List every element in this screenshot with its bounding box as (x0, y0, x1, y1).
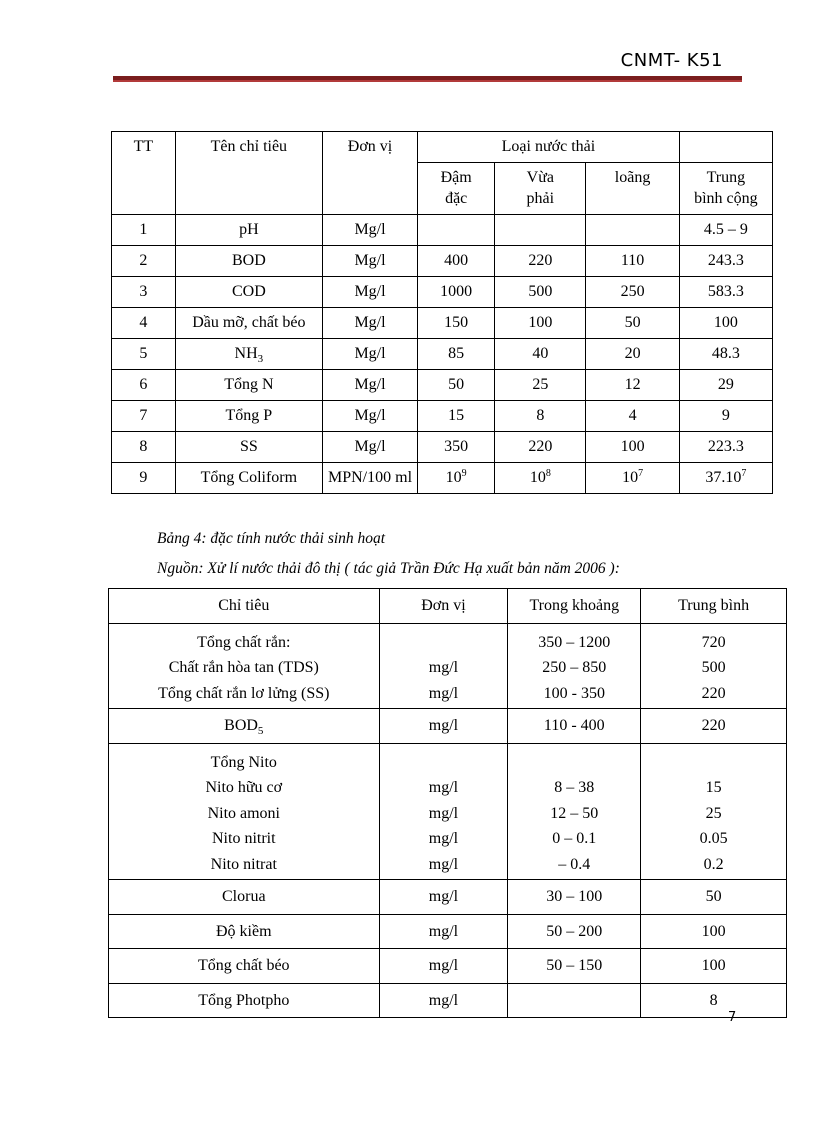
header-line: Đậm (440, 169, 472, 186)
table-row (112, 277, 773, 308)
cell-value: 10 (529, 469, 546, 486)
cell-unit (379, 743, 508, 880)
cell-range (508, 743, 641, 880)
cell-value: 37.10 (705, 469, 742, 486)
cell-name-text: BOD (231, 252, 266, 269)
cell-name-text: Tổng Coliform (200, 469, 298, 486)
table-row (112, 308, 773, 339)
cell-line: mg/l (428, 779, 459, 796)
cell-line: 0 – 0.1 (552, 830, 597, 847)
cell-unit (379, 709, 508, 744)
cell-exponent: 7 (638, 468, 644, 479)
table-row (109, 914, 787, 949)
cell-tt: 9 (112, 463, 176, 494)
cell-name (109, 983, 380, 1018)
cell-exponent: 8 (545, 468, 551, 479)
table-row (112, 339, 773, 370)
cell-unit: Mg/l (322, 308, 417, 339)
cell-c (586, 277, 679, 308)
cell-line (383, 630, 505, 656)
cell-tt: 1 (112, 215, 176, 246)
cell-line: 720 (701, 633, 726, 651)
cell-line: 50 – 150 (546, 957, 603, 974)
table-row (112, 401, 773, 432)
cell-line: 0.2 (703, 855, 724, 873)
cell-avg (679, 463, 772, 494)
cell-line: mg/l (428, 855, 459, 873)
cell-value: 85 (448, 345, 465, 362)
cell-name (175, 463, 322, 494)
cell-line: mg/l (428, 922, 459, 940)
cell-a (418, 246, 495, 277)
cell-line: Tổng chất rắn lơ lửng (SS) (158, 684, 330, 702)
cell-value: 50 (448, 376, 465, 393)
cell-name (175, 246, 322, 277)
cell-line: mg/l (428, 659, 459, 676)
cell-value: 50 (624, 314, 641, 331)
cell-b (495, 339, 586, 370)
cell-value: 29 (717, 376, 734, 393)
cell-name (175, 370, 322, 401)
cell-value: 40 (532, 345, 549, 362)
cell-name-text: BOD (224, 717, 258, 734)
cell-name-text: pH (239, 221, 259, 238)
cell-avg (641, 949, 787, 984)
cell-avg (641, 709, 787, 744)
cell-value: 223.3 (707, 438, 744, 455)
table1-header-row (112, 132, 773, 163)
table1-header-blank (679, 132, 772, 163)
cell-range (508, 949, 641, 984)
table-row (112, 215, 773, 246)
table2-header-avg: Trung bình (641, 589, 787, 624)
cell-exponent: 7 (741, 468, 747, 479)
cell-line: 50 – 200 (546, 922, 603, 940)
urban-wastewater-table (108, 588, 787, 1018)
table2-header-range: Trong khoảng (508, 589, 641, 624)
cell-line: Nito amoni (207, 804, 280, 822)
cell-value: 220 (528, 438, 553, 455)
cell-line: mg/l (428, 684, 459, 702)
table-row (109, 709, 787, 744)
cell-tt: 3 (112, 277, 176, 308)
cell-name (175, 339, 322, 370)
cell-line: 12 – 50 (550, 804, 599, 822)
cell-value: 250 (620, 283, 645, 300)
cell-line: mg/l (428, 991, 459, 1009)
cell-name-text: Dầu mỡ, chất béo (192, 314, 306, 331)
cell-avg (679, 308, 772, 339)
cell-avg (679, 370, 772, 401)
cell-avg (679, 246, 772, 277)
cell-c (586, 339, 679, 370)
cell-value: 583.3 (707, 283, 744, 300)
table-row (109, 949, 787, 984)
cell-b (495, 246, 586, 277)
cell-value: 25 (532, 376, 549, 393)
header-title: CNMT- K51 (620, 50, 723, 71)
cell-line: mg/l (428, 717, 459, 734)
cell-a (418, 308, 495, 339)
cell-a (418, 463, 495, 494)
table-row (109, 623, 787, 709)
cell-value: 100 (528, 314, 553, 331)
cell-a (418, 370, 495, 401)
cell-line: 30 – 100 (546, 888, 603, 905)
wastewater-characteristics-table (111, 131, 773, 494)
cell-line: 250 – 850 (542, 659, 607, 676)
source-caption: Nguồn: Xử lí nước thải đô thị ( tác giả Trần Đức Hạ xuất bản năm 2006 ): (157, 560, 620, 577)
cell-b (495, 432, 586, 463)
cell-unit: Mg/l (322, 215, 417, 246)
cell-name (109, 709, 380, 744)
cell-range (508, 983, 641, 1018)
table-row (109, 880, 787, 915)
cell-name (109, 743, 380, 880)
cell-line (644, 750, 783, 776)
cell-line: 350 – 1200 (538, 633, 611, 651)
cell-avg (641, 623, 787, 709)
cell-value: 350 (444, 438, 469, 455)
cell-name-text: Tổng N (224, 376, 274, 393)
table-row (112, 246, 773, 277)
header-line: phải (526, 190, 555, 207)
cell-line: Nito hữu cơ (205, 779, 283, 796)
table1-header-loang: loãng (586, 163, 679, 215)
cell-unit (379, 880, 508, 915)
cell-c (586, 432, 679, 463)
cell-range (508, 880, 641, 915)
cell-range (508, 709, 641, 744)
cell-line: 110 - 400 (543, 717, 605, 734)
cell-unit (379, 949, 508, 984)
table1-header-name: Tên chỉ tiêu (175, 132, 322, 215)
cell-line: 220 (701, 684, 726, 702)
cell-a (418, 277, 495, 308)
cell-c (586, 463, 679, 494)
cell-c (586, 370, 679, 401)
cell-tt: 4 (112, 308, 176, 339)
cell-range (508, 914, 641, 949)
cell-value: 12 (624, 376, 641, 393)
header-line: đặc (445, 190, 468, 207)
table1-header-trung-binh (679, 163, 772, 215)
cell-line: mg/l (428, 888, 459, 905)
cell-line: 15 (705, 779, 722, 796)
cell-line: 8 – 38 (554, 779, 595, 796)
cell-line: 100 (701, 957, 726, 974)
cell-c (586, 308, 679, 339)
cell-line: Nito nitrit (212, 830, 276, 847)
cell-value: 20 (624, 345, 641, 362)
cell-value: 220 (528, 252, 553, 269)
cell-name-subscript: 3 (257, 353, 264, 366)
cell-line: 50 (705, 888, 722, 905)
cell-tt: 6 (112, 370, 176, 401)
cell-name-text: SS (239, 438, 258, 455)
cell-name-text: Tổng P (225, 407, 273, 424)
cell-avg (679, 277, 772, 308)
cell-a (418, 215, 495, 246)
cell-line: 8 (709, 991, 718, 1009)
cell-avg (641, 914, 787, 949)
cell-b (495, 277, 586, 308)
cell-c (586, 246, 679, 277)
cell-line (383, 750, 505, 776)
table-row (112, 370, 773, 401)
cell-avg (641, 983, 787, 1018)
cell-unit: Mg/l (322, 246, 417, 277)
cell-line: Chất rắn hòa tan (TDS) (168, 659, 319, 676)
cell-value: 4 (628, 407, 637, 424)
cell-line: 220 (701, 717, 726, 734)
cell-name (175, 432, 322, 463)
cell-line: 100 - 350 (543, 684, 605, 702)
cell-line: 100 (701, 922, 726, 940)
cell-unit: Mg/l (322, 432, 417, 463)
cell-line: mg/l (428, 957, 459, 974)
cell-b (495, 401, 586, 432)
cell-avg (641, 880, 787, 915)
header-line: bình cộng (694, 190, 758, 207)
cell-line: mg/l (428, 804, 459, 822)
header-rule (113, 76, 742, 82)
cell-unit: MPN/100 ml (322, 463, 417, 494)
cell-unit (379, 983, 508, 1018)
cell-name (109, 949, 380, 984)
table2-header-name: Chỉ tiêu (109, 589, 380, 624)
cell-name (109, 914, 380, 949)
cell-line: Tổng chất rắn: (197, 633, 291, 651)
cell-c (586, 215, 679, 246)
cell-b (495, 370, 586, 401)
cell-value: 243.3 (707, 252, 744, 269)
cell-value: 8 (536, 407, 545, 424)
cell-a (418, 339, 495, 370)
cell-line: Clorua (222, 888, 266, 905)
header-line: Trung (706, 169, 746, 186)
page-number: 7 (728, 1010, 737, 1025)
cell-line: 500 (701, 659, 726, 676)
cell-unit (379, 623, 508, 709)
cell-line: Nito nitrat (210, 855, 277, 873)
cell-avg (679, 401, 772, 432)
cell-tt: 5 (112, 339, 176, 370)
cell-line: – 0.4 (558, 855, 591, 873)
cell-b (495, 463, 586, 494)
cell-name (175, 215, 322, 246)
cell-avg (641, 743, 787, 880)
table-row (109, 743, 787, 880)
cell-c (586, 401, 679, 432)
cell-value: 1000 (440, 283, 473, 300)
cell-unit (379, 914, 508, 949)
cell-name (175, 308, 322, 339)
cell-value: 4.5 – 9 (703, 221, 748, 238)
cell-line: mg/l (428, 830, 459, 847)
cell-tt: 8 (112, 432, 176, 463)
cell-value: 100 (620, 438, 645, 455)
cell-range (508, 623, 641, 709)
table2-header-unit: Đơn vị (379, 589, 508, 624)
cell-name (175, 401, 322, 432)
table-row (112, 463, 773, 494)
cell-line (511, 988, 637, 1014)
cell-unit: Mg/l (322, 401, 417, 432)
cell-avg (679, 432, 772, 463)
table-row (109, 983, 787, 1018)
cell-value: 110 (620, 252, 645, 269)
cell-tt: 2 (112, 246, 176, 277)
cell-line (112, 713, 376, 739)
cell-name (109, 880, 380, 915)
table1-header-dam-dac (418, 163, 495, 215)
cell-exponent: 9 (461, 468, 467, 479)
cell-line: Tổng chất béo (198, 957, 290, 974)
table1-header-tt: TT (112, 132, 176, 215)
cell-value: 15 (448, 407, 465, 424)
cell-value: 150 (444, 314, 469, 331)
table-row (112, 432, 773, 463)
cell-avg (679, 215, 772, 246)
cell-line: Tổng Photpho (198, 991, 290, 1009)
cell-unit: Mg/l (322, 339, 417, 370)
cell-b (495, 215, 586, 246)
cell-value: 48.3 (711, 345, 740, 362)
table1-header-unit: Đơn vị (322, 132, 417, 215)
cell-name-subscript: 5 (257, 725, 264, 738)
cell-value: 100 (713, 314, 738, 331)
cell-a (418, 432, 495, 463)
cell-line: Độ kiềm (216, 922, 272, 940)
cell-line (511, 750, 637, 776)
cell-b (495, 308, 586, 339)
cell-line: 25 (705, 804, 722, 822)
table1-header-group: Loại nước thải (418, 132, 680, 163)
cell-value: 400 (444, 252, 469, 269)
cell-value: 9 (721, 407, 730, 424)
header-line: Vừa (526, 169, 554, 186)
cell-name (109, 623, 380, 709)
cell-line: Tổng Nito (210, 753, 277, 771)
cell-avg (679, 339, 772, 370)
cell-value: 500 (528, 283, 553, 300)
cell-line: 0.05 (699, 830, 728, 847)
cell-unit: Mg/l (322, 370, 417, 401)
cell-value: 10 (622, 469, 639, 486)
table1-caption: Bảng 4: đặc tính nước thải sinh hoạt (157, 530, 386, 547)
table1-header-vua-phai (495, 163, 586, 215)
cell-a (418, 401, 495, 432)
table2-header-row (109, 589, 787, 624)
cell-unit: Mg/l (322, 277, 417, 308)
cell-name-text: COD (231, 283, 266, 300)
cell-tt: 7 (112, 401, 176, 432)
cell-name (175, 277, 322, 308)
cell-value: 10 (445, 469, 462, 486)
cell-name-text: NH (234, 345, 258, 362)
